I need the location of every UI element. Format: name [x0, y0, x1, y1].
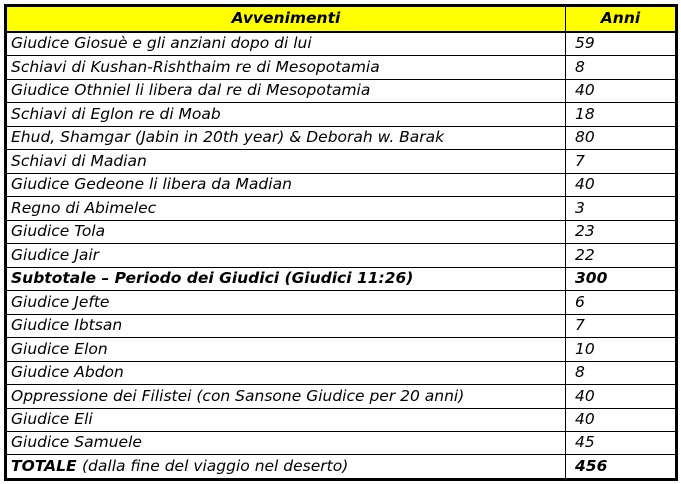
table-row	[7, 431, 676, 454]
event-cell: Giudice Othniel li libera dal re di Mesopotamia	[7, 79, 566, 102]
column-header-years: Anni	[566, 7, 676, 33]
years-cell: 7	[566, 314, 676, 337]
table-row	[7, 32, 676, 56]
years-cell: 40	[566, 79, 676, 102]
years-cell: 10	[566, 338, 676, 361]
subtotal-row	[7, 267, 676, 290]
event-cell: Giudice Giosuè e gli anziani dopo di lui	[7, 32, 566, 56]
event-cell: Schiavi di Kushan-Rishthaim re di Mesopotamia	[7, 56, 566, 79]
total-label-cell	[7, 455, 566, 479]
chronology-table-frame	[4, 4, 678, 481]
years-cell: 8	[566, 361, 676, 384]
years-cell: 7	[566, 150, 676, 173]
table-row	[7, 197, 676, 220]
total-years-cell: 456	[566, 455, 676, 479]
event-cell: Giudice Gedeone li libera da Madian	[7, 173, 566, 196]
event-cell: Giudice Jefte	[7, 291, 566, 314]
event-cell: Giudice Samuele	[7, 431, 566, 454]
years-cell: 40	[566, 385, 676, 408]
years-cell: 22	[566, 244, 676, 267]
total-note: (dalla fine del viaggio nel deserto)	[82, 456, 349, 475]
event-cell: Ehud, Shamgar (Jabin in 20th year) & Deborah w. Barak	[7, 126, 566, 149]
years-cell: 40	[566, 173, 676, 196]
years-cell: 80	[566, 126, 676, 149]
judges-period-table	[6, 6, 676, 479]
event-cell: Giudice Ibtsan	[7, 314, 566, 337]
table-row	[7, 103, 676, 126]
table-row	[7, 385, 676, 408]
subtotal-years-cell: 300	[566, 267, 676, 290]
event-cell: Giudice Jair	[7, 244, 566, 267]
column-header-events: Avvenimenti	[7, 7, 566, 33]
event-cell: Oppressione dei Filistei (con Sansone Giudice per 20 anni)	[7, 385, 566, 408]
table-row	[7, 361, 676, 384]
table-row	[7, 79, 676, 102]
event-cell: Giudice Eli	[7, 408, 566, 431]
event-cell: Schiavi di Madian	[7, 150, 566, 173]
event-cell: Giudice Elon	[7, 338, 566, 361]
event-cell: Regno di Abimelec	[7, 197, 566, 220]
years-cell: 40	[566, 408, 676, 431]
subtotal-label-cell: Subtotale – Periodo dei Giudici (Giudici 11:26)	[7, 267, 566, 290]
table-row	[7, 173, 676, 196]
event-cell: Giudice Tola	[7, 220, 566, 243]
table-row	[7, 314, 676, 337]
years-cell: 8	[566, 56, 676, 79]
table-row	[7, 408, 676, 431]
years-cell: 3	[566, 197, 676, 220]
table-row	[7, 338, 676, 361]
table-header-row	[7, 7, 676, 33]
event-cell: Giudice Abdon	[7, 361, 566, 384]
table-row	[7, 126, 676, 149]
years-cell: 23	[566, 220, 676, 243]
years-cell: 18	[566, 103, 676, 126]
years-cell: 6	[566, 291, 676, 314]
table-row	[7, 150, 676, 173]
table-row	[7, 244, 676, 267]
table-row	[7, 291, 676, 314]
years-cell: 45	[566, 431, 676, 454]
total-label: TOTALE	[11, 456, 77, 475]
total-row	[7, 455, 676, 479]
table-row	[7, 56, 676, 79]
event-cell: Schiavi di Eglon re di Moab	[7, 103, 566, 126]
table-row	[7, 220, 676, 243]
years-cell: 59	[566, 32, 676, 56]
